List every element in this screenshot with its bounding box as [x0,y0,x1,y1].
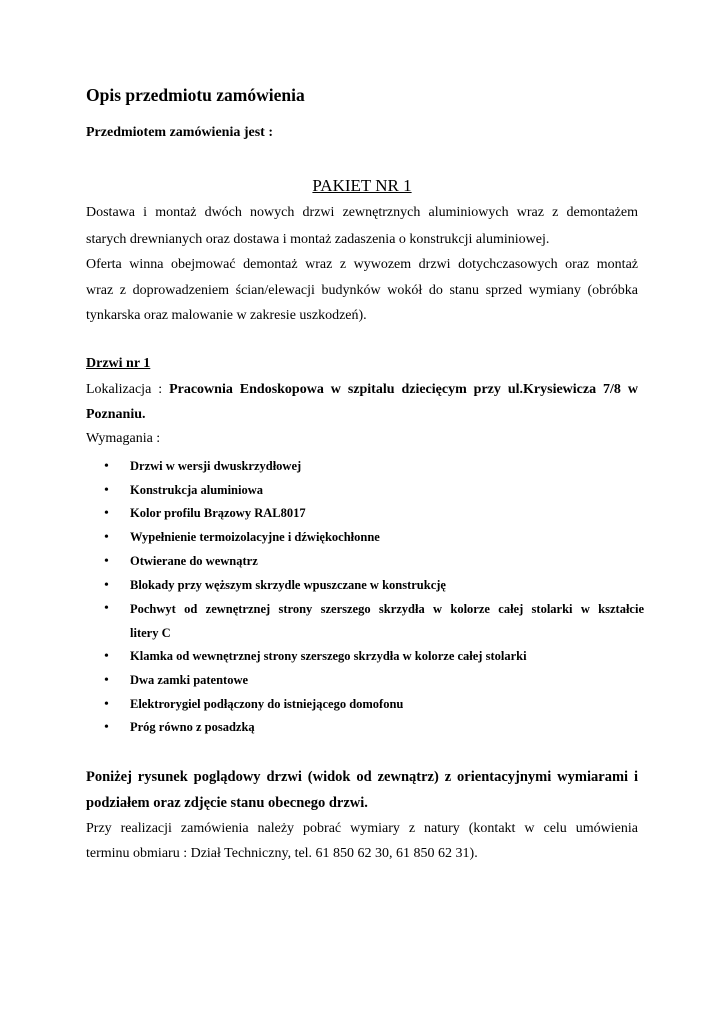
location-label: Lokalizacja : [86,382,170,397]
requirements-label: Wymagania : [86,431,161,446]
list-item: • Klamka od wewnętrznej strony szerszego skrzydła w kolorze całej stolarki [104,645,644,669]
document-heading: Opis przedmiotu zamówienia [86,85,305,105]
list-item-line: • Pochwyt od zewnętrznej strony szerszego skrzydła w kolorze całej stolarki w kształcie [130,602,644,617]
list-item [104,597,644,645]
intro-line-5: tynkarska oraz malowanie w zakresie uszkodzeń). [86,308,367,323]
note-bold-line-2: podziałem oraz zdjęcie stanu obecnego drzwi. [86,795,368,811]
document-subheading: Przedmiotem zamówienia jest : [86,125,273,140]
door-title: Drzwi nr 1 [86,356,151,371]
intro-line-2: starych drewnianych oraz dostawa i montaż zadaszenia o konstrukcji aluminiowej. [86,232,550,247]
list-item: • Kolor profilu Brązowy RAL8017 [104,502,644,526]
requirements-list [104,455,644,740]
intro-line-1: Dostawa i montaż dwóch nowych drzwi zewnętrznych aluminiowych wraz z demontażem [86,205,638,220]
list-item: • Konstrukcja aluminiowa [104,479,644,503]
list-item: • Próg równo z posadzką [104,716,644,740]
list-item: • Wypełnienie termoizolacyjne i dźwiękochłonne [104,526,644,550]
intro-line-4: wraz z doprowadzeniem ścian/elewacji budynków wokół do stanu sprzed wymiany (obróbka [86,283,638,298]
package-title: PAKIET NR 1 [312,176,412,195]
location-line-2: Poznaniu. [86,407,146,422]
note-line-2: terminu obmiaru : Dział Techniczny, tel. 61 850 62 30, 61 850 62 31). [86,846,478,861]
location-line [86,382,638,398]
list-item: • Drzwi w wersji dwuskrzydłowej [104,455,644,479]
location-value: Pracownia Endoskopowa w szpitalu dziecięcym przy ul.Krysiewicza 7/8 w [169,382,638,397]
intro-line-3: Oferta winna obejmować demontaż wraz z wywozem drzwi dotychczasowych oraz montaż [86,257,638,272]
list-item: • Dwa zamki patentowe [104,669,644,693]
list-item: • Otwierane do wewnątrz [104,550,644,574]
list-item: • Elektrorygiel podłączony do istniejącego domofonu [104,693,644,717]
note-line-1: Przy realizacji zamówienia należy pobrać wymiary z natury (kontakt w celu umówienia [86,821,638,836]
list-item-line: litery C [130,626,171,641]
list-item: • Blokady przy węższym skrzydle wpuszczane w konstrukcję [104,574,644,598]
note-bold-line-1: Poniżej rysunek poglądowy drzwi (widok od zewnątrz) z orientacyjnymi wymiarami i [86,769,638,785]
